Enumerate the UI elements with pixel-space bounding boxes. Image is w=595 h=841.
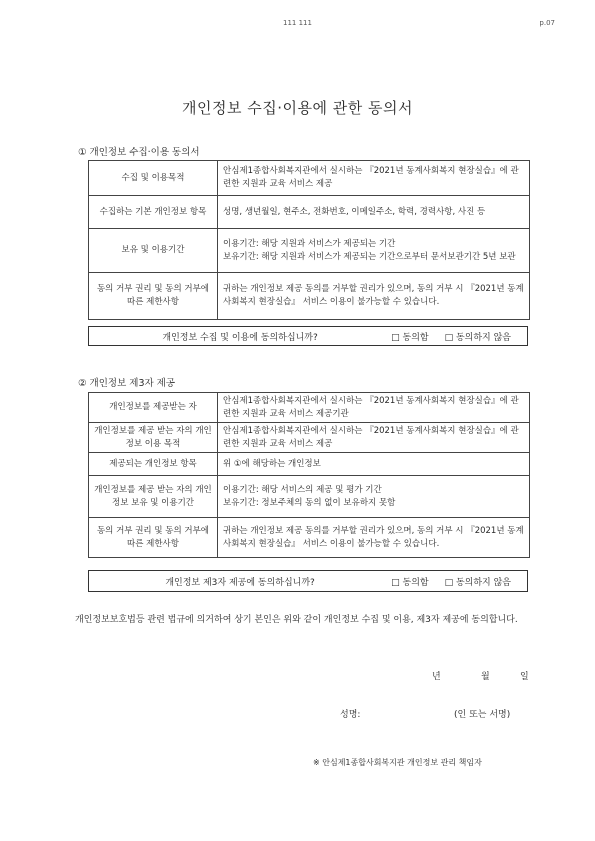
row-value: 위 ①에 해당하는 개인정보	[218, 453, 530, 476]
agree-checkbox[interactable]: □ 동의함	[391, 332, 429, 343]
date-day: 일	[520, 672, 529, 682]
row-value: 이용기간: 해당 지원과 서비스가 제공되는 기간 보유기간: 해당 지원과 서비스가 제공되는 기간으로부터 문서보관기간 5년 보관	[218, 229, 530, 273]
table-row	[89, 273, 530, 320]
row-label: 개인정보를 제공 받는 자의 개인정보 보유 및 이용기간	[89, 476, 218, 518]
section2-table	[88, 392, 530, 558]
row-label: 동의 거부 권리 및 동의 거부에 따른 제한사항	[89, 518, 218, 558]
date-month: 월	[481, 672, 490, 682]
row-label: 동의 거부 권리 및 동의 거부에 따른 제한사항	[89, 273, 218, 320]
page-title: 개인정보 수집·이용에 관한 동의서	[182, 99, 413, 117]
agree-checkbox[interactable]: □ 동의함	[391, 577, 429, 588]
footer-note: ※ 안심제1종합사회복지관 개인정보 관리 책임자	[313, 758, 482, 767]
row-label: 보유 및 이용기간	[89, 229, 218, 273]
row-label: 개인정보를 제공받는 자	[89, 393, 218, 423]
disagree-checkbox[interactable]: □ 동의하지 않음	[444, 332, 511, 343]
table-row	[89, 229, 530, 273]
row-label: 수집하는 기본 개인정보 항목	[89, 196, 218, 229]
signature-label: 성명:	[340, 710, 361, 720]
date-year: 년	[432, 672, 441, 682]
consent-statement: 개인정보보호법등 관련 법규에 의거하여 상기 본인은 위와 같이 개인정보 수집 및 이용, 제3자 제공에 동의합니다.	[75, 615, 518, 625]
row-value: 성명, 생년월일, 현주소, 전화번호, 이메일주소, 학력, 경력사항, 사진 등	[218, 196, 530, 229]
signature-note: (인 또는 서명)	[454, 710, 511, 720]
table-row	[89, 518, 530, 558]
table-row	[89, 161, 530, 196]
consent-question: 개인정보 제3자 제공에 동의하십니까?	[165, 577, 315, 588]
section1-table	[88, 160, 530, 320]
section2-heading: ② 개인정보 제3자 제공	[78, 378, 176, 389]
table-row	[89, 476, 530, 518]
table-row	[89, 393, 530, 423]
row-value: 이용기간: 해당 서비스의 제공 및 평가 기간 보유기간: 정보주체의 동의 없이 보유하지 못함	[218, 476, 530, 518]
page-number: p.07	[539, 19, 555, 27]
table-row	[89, 423, 530, 453]
section1-heading: ① 개인정보 수집·이용 동의서	[78, 147, 200, 158]
row-value: 귀하는 개인정보 제공 동의를 거부할 권리가 있으며, 동의 거부 시 『2021년 동계사회복지 현장실습』 서비스 이용이 불가능할 수 있습니다.	[218, 273, 530, 320]
row-value: 귀하는 개인정보 제공 동의를 거부할 권리가 있으며, 동의 거부 시 『2021년 동계사회복지 현장실습』 서비스 이용이 불가능할 수 있습니다.	[218, 518, 530, 558]
row-label: 제공되는 개인정보 항목	[89, 453, 218, 476]
disagree-checkbox[interactable]: □ 동의하지 않음	[444, 577, 511, 588]
consent-question: 개인정보 수집 및 이용에 동의하십니까?	[162, 332, 318, 343]
row-label: 수집 및 이용목적	[89, 161, 218, 196]
section2-consent-box	[88, 570, 528, 592]
row-value: 안심제1종합사회복지관에서 실시하는 『2021년 동계사회복지 현장실습』에 관련한 지원과 교육 서비스 제공	[218, 423, 530, 453]
header-code: 111 111	[283, 19, 312, 27]
table-row	[89, 196, 530, 229]
row-value: 안심제1종합사회복지관에서 실시하는 『2021년 동계사회복지 현장실습』에 관련한 지원과 교육 서비스 제공	[218, 161, 530, 196]
row-label: 개인정보를 제공 받는 자의 개인정보 이용 목적	[89, 423, 218, 453]
row-value: 안심제1종합사회복지관에서 실시하는 『2021년 동계사회복지 현장실습』에 관련한 지원과 교육 서비스 제공기관	[218, 393, 530, 423]
section1-consent-box	[88, 326, 528, 346]
table-row	[89, 453, 530, 476]
